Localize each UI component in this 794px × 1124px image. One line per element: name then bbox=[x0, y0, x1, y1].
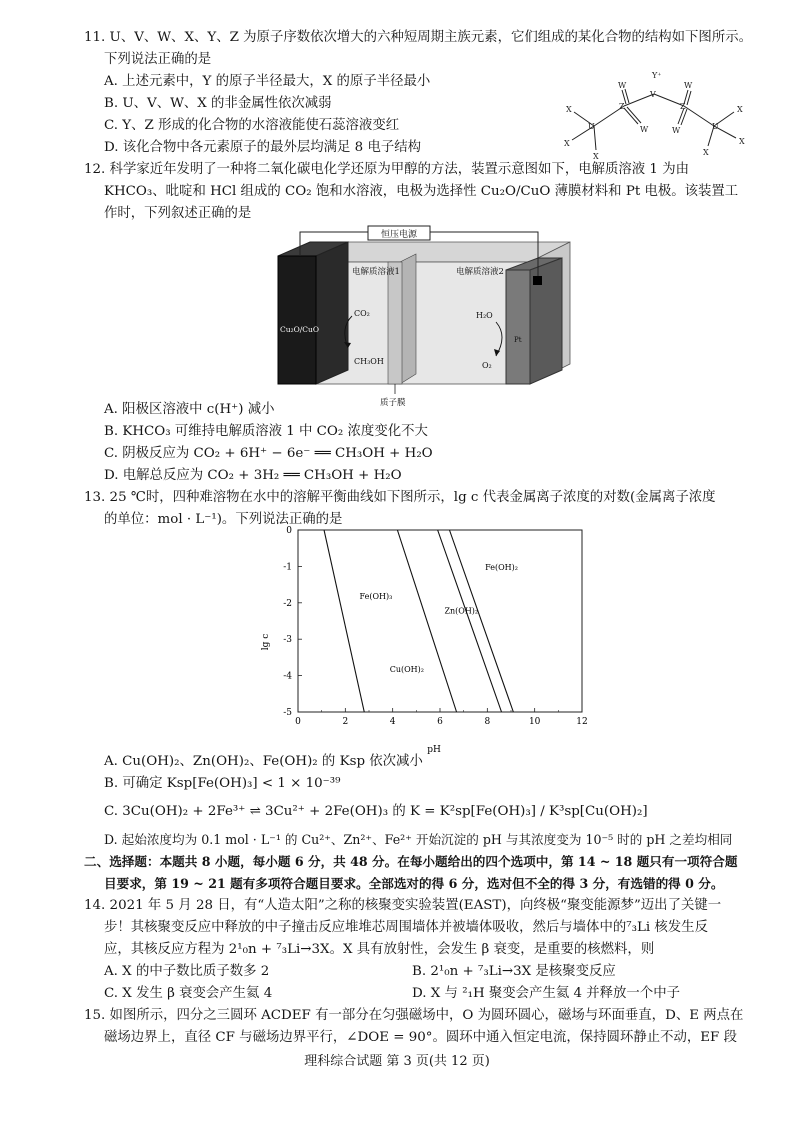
anode-pt bbox=[506, 270, 530, 384]
q15-line1: 15. 如图所示，四分之三圆环 ACDEF 有一部分在匀强磁场中，O 为圆环圆心，磁场与环面垂直，D、E 两点在 bbox=[84, 1008, 744, 1023]
q12-line2: KHCO₃、吡啶和 HCl 组成的 CO₂ 饱和水溶液，电极为选择性 Cu₂O/CuO 薄膜材料和 Pt 电极。该装置工 bbox=[104, 184, 739, 199]
x-axis-label: pH bbox=[427, 745, 441, 755]
q14-line2: 步！其核聚变反应中释放的中子撞击反应堆堆芯周围墙体并被墙体吸收，然后与墙体中的⁷₃Li 核发生反 bbox=[104, 920, 708, 935]
q12-option-c: C. 阴极反应为 CO₂ + 6H⁺ − 6e⁻ ══ CH₃OH + H₂O bbox=[104, 446, 433, 461]
q14-line1: 14. 2021 年 5 月 28 日，有“人造太阳”之称的核聚变实验装置(EAST)，向终极“聚变能源梦”迈出了关键一 bbox=[84, 898, 722, 913]
x-tick-label: 12 bbox=[576, 717, 588, 727]
atom-w-2: W bbox=[640, 125, 649, 134]
y-tick-label: -4 bbox=[283, 671, 292, 682]
q13-option-d: D. 起始浓度均为 0.1 mol · L⁻¹ 的 Cu²⁺、Zn²⁺、Fe²⁺ 开始沉淀的 pH 与其浓度变为 10⁻⁵ 时的 pH 之差均相同 bbox=[104, 832, 733, 847]
proton-membrane bbox=[400, 254, 416, 384]
series-line-feoh bbox=[324, 530, 364, 712]
q13-line1: 13. 25 ℃时，四种难溶物在水中的溶解平衡曲线如下图所示，lg c 代表金属离子浓度的对数(金属离子浓度 bbox=[84, 490, 716, 505]
cathode-label: Cu₂O/CuO bbox=[280, 325, 319, 334]
q14-line3: 应，其核反应方程为 2¹₀n + ⁷₃Li→3X。X 具有放射性，会发生 β 衰变，是重要的核燃料，则 bbox=[104, 942, 655, 957]
q12-option-d: D. 电解总反应为 CO₂ + 3H₂ ══ CH₃OH + H₂O bbox=[104, 468, 402, 483]
solubility-chart bbox=[246, 524, 606, 756]
q12-option-a: A. 阳极区溶液中 c(H⁺) 减小 bbox=[104, 402, 275, 417]
ch3oh-label: CH₃OH bbox=[354, 357, 384, 366]
series-line-feoh bbox=[449, 530, 513, 712]
page-footer: 理科综合试题 第 3 页(共 12 页) bbox=[304, 1054, 490, 1069]
series-label-feoh: Fe(OH)₃ bbox=[359, 592, 393, 602]
pt-label: Pt bbox=[514, 336, 522, 344]
atom-x-6: X bbox=[703, 148, 709, 157]
y-tick-label: -2 bbox=[283, 598, 292, 609]
atom-u-left: U bbox=[588, 122, 595, 131]
y-tick-label: -5 bbox=[283, 708, 292, 718]
x-tick-label: 2 bbox=[342, 717, 349, 727]
plot-frame bbox=[298, 530, 582, 712]
power-source-label: 恒压电源 bbox=[380, 230, 418, 240]
y-tick-label: -1 bbox=[283, 562, 292, 573]
atom-x-5: X bbox=[739, 137, 745, 146]
atom-w-1: W bbox=[618, 81, 627, 90]
y-tick-label: -3 bbox=[283, 635, 292, 646]
q11-stem: 11. U、V、W、X、Y、Z 为原子序数依次增大的六种短周期主族元素，它们组成的某化合物的结构如下图所示。 bbox=[84, 30, 752, 45]
series-label-feoh: Fe(OH)₂ bbox=[485, 563, 518, 573]
section2-line2: 目要求，第 19 ~ 21 题有多项符合题目要求。全部选对的得 6 分，选对但不全的得 3 分，有选错的得 0 分。 bbox=[104, 876, 724, 891]
q13-option-c: C. 3Cu(OH)₂ + 2Fe³⁺ ⇌ 3Cu²⁺ + 2Fe(OH)₃ 的 K = K²sp[Fe(OH)₃] / K³sp[Cu(OH)₂] bbox=[104, 804, 648, 819]
cathode-cu2o-cuo bbox=[278, 256, 316, 384]
atom-w-3: W bbox=[684, 81, 693, 90]
atom-z-right: Z bbox=[680, 102, 686, 111]
atom-x-3: X bbox=[593, 152, 599, 161]
q11-option-b: B. U、V、W、X 的非金属性依次减弱 bbox=[104, 96, 332, 111]
x-tick-label: 0 bbox=[295, 717, 301, 727]
series-label-znoh: Zn(OH)₂ bbox=[444, 606, 479, 616]
o2-label: O₂ bbox=[482, 361, 492, 370]
q14-option-c: C. X 发生 β 衰变会产生氦 4 bbox=[104, 986, 273, 1001]
co2-label: CO₂ bbox=[354, 309, 370, 318]
q11-option-c: C. Y、Z 形成的化合物的水溶液能使石蕊溶液变红 bbox=[104, 118, 400, 133]
atom-x-2: X bbox=[564, 139, 570, 148]
q11-option-a: A. 上述元素中，Y 的原子半径最大，X 的原子半径最小 bbox=[104, 74, 431, 89]
cation-y: Y⁺ bbox=[652, 71, 662, 80]
atom-u-right: U bbox=[712, 122, 719, 131]
q15-line2: 磁场边界上，直径 CF 与磁场边界平行，∠DOE = 90°。圆环中通入恒定电流，保持圆环静止不动，EF 段 bbox=[104, 1030, 737, 1045]
x-tick-label: 8 bbox=[484, 717, 491, 727]
q13-line2: 的单位：mol · L⁻¹)。下列说法正确的是 bbox=[104, 512, 343, 527]
q12-line1: 12. 科学家近年发明了一种将二氧化碳电化学还原为甲醇的方法，装置示意图如下，电解质溶液 1 为由 bbox=[84, 162, 689, 177]
x-tick-label: 6 bbox=[437, 717, 443, 727]
q13-option-a: A. Cu(OH)₂、Zn(OH)₂、Fe(OH)₂ 的 Ksp 依次减小 bbox=[104, 754, 423, 769]
q13-option-b: B. 可确定 Ksp[Fe(OH)₃] < 1 × 10⁻³⁹ bbox=[104, 776, 341, 791]
q12-option-b: B. KHCO₃ 可维持电解质溶液 1 中 CO₂ 浓度变化不大 bbox=[104, 424, 428, 439]
x-tick-label: 10 bbox=[528, 717, 541, 727]
q11-question: 下列说法正确的是 bbox=[104, 52, 212, 67]
q14-option-a: A. X 的中子数比质子数多 2 bbox=[104, 964, 270, 979]
series-label-cuoh: Cu(OH)₂ bbox=[389, 664, 424, 674]
electrolysis-diagram bbox=[270, 224, 590, 410]
solution2-label: 电解质溶液2 bbox=[456, 267, 504, 277]
q11-option-d: D. 该化合物中各元素原子的最外层均满足 8 电子结构 bbox=[104, 140, 422, 155]
q11-structure-diagram bbox=[556, 66, 756, 166]
q14-option-d: D. X 与 ²₁H 聚变会产生氦 4 并释放一个中子 bbox=[412, 986, 680, 1001]
atom-v: V bbox=[650, 90, 656, 99]
h2o-label: H₂O bbox=[476, 311, 493, 320]
y-tick-label: 0 bbox=[286, 526, 292, 536]
y-axis-label: lg c bbox=[261, 633, 271, 651]
atom-x-1: X bbox=[566, 105, 572, 114]
atom-w-4: W bbox=[672, 126, 681, 135]
atom-x-4: X bbox=[737, 105, 743, 114]
x-tick-label: 4 bbox=[389, 717, 396, 727]
q12-line3: 作时，下列叙述正确的是 bbox=[104, 206, 252, 221]
section2-line1: 二、选择题：本题共 8 小题，每小题 6 分，共 48 分。在每小题给出的四个选项中，第 14 ~ 18 题只有一项符合题 bbox=[84, 854, 738, 869]
q14-option-b: B. 2¹₀n + ⁷₃Li→3X 是核聚变反应 bbox=[412, 964, 616, 979]
membrane-label: 质子膜 bbox=[380, 398, 406, 408]
solution1-label: 电解质溶液1 bbox=[352, 267, 400, 277]
atom-z-left: Z bbox=[619, 102, 625, 111]
